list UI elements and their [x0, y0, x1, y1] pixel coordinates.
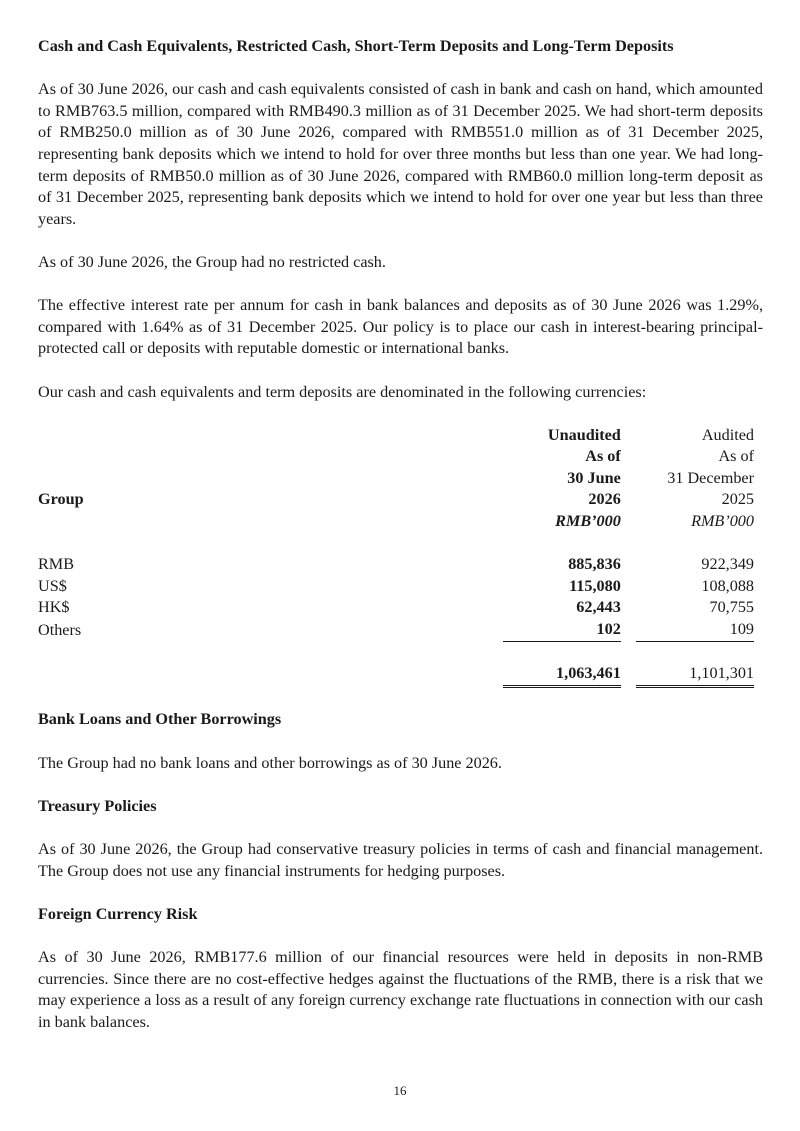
- col-b-header-1: Audited: [701, 425, 754, 444]
- row-value-a: 885,836: [568, 555, 621, 574]
- col-b-header-4: 2025: [721, 490, 754, 509]
- row-value-a: 115,080: [569, 576, 621, 595]
- currency-table: [38, 425, 754, 688]
- row-label: RMB: [38, 555, 74, 574]
- section-heading-cash: Cash and Cash Equivalents, Restricted Cash, Short-Term Deposits and Long-Term Deposits: [38, 37, 674, 55]
- col-b-header-3: 31 December: [667, 468, 754, 487]
- table-row: [38, 597, 754, 619]
- page-number: 16: [393, 1083, 407, 1098]
- row-value-b: 70,755: [709, 598, 754, 617]
- paragraph-treasury: As of 30 June 2026, the Group had conservative treasury policies in terms of cash and financial management. The Group does not use any financial instruments for hedging purposes.: [38, 839, 763, 880]
- row-label: HK$: [38, 598, 70, 617]
- col-b-unit: RMB’000: [691, 512, 754, 531]
- document-page: [38, 36, 763, 1033]
- row-value-b: 109: [636, 619, 754, 641]
- col-a-header-1: Unaudited: [547, 425, 621, 444]
- total-value-b: 1,101,301: [636, 663, 754, 686]
- paragraph-restricted-cash: As of 30 June 2026, the Group had no restricted cash.: [38, 252, 386, 271]
- section-heading-treasury: Treasury Policies: [38, 796, 157, 815]
- row-value-b: 922,349: [701, 555, 754, 574]
- col-a-header-2: As of: [585, 447, 621, 466]
- paragraph-cash-equivalents: As of 30 June 2026, our cash and cash equivalents consisted of cash in bank and cash on hand, which amounted to RMB763.5 million, compared with RMB490.3 million as of 31 December 2025. We had short-term deposits of RMB250.0 million as of 30 June 2026, compared with RMB551.0 million as of 31 December 2025, representing bank deposits which we intend to hold for over three months but less than one year. We had long-term deposits of RMB50.0 million as of 30 June 2026, compared with RMB60.0 million long-term deposit as of 31 December 2025, representing bank deposits which we intend to hold for over one year but less than three years.: [38, 80, 763, 228]
- table-row: [38, 619, 754, 641]
- col-a-header-4: 2026: [588, 490, 621, 509]
- total-value-a: 1,063,461: [503, 663, 621, 686]
- row-label: Others: [38, 620, 82, 639]
- paragraph-interest-rate: The effective interest rate per annum for cash in bank balances and deposits as of 30 June 2026 was 1.29%, compared with 1.64% as of 31 December 2025. Our policy is to place our cash in interest-bearing principal-protected call or deposits with reputable domestic or international banks.: [38, 296, 763, 358]
- row-value-a: 62,443: [576, 598, 621, 617]
- row-value-b: 108,088: [701, 576, 754, 595]
- col-a-unit: RMB’000: [555, 512, 621, 531]
- paragraph-fx: As of 30 June 2026, RMB177.6 million of our financial resources were held in deposits in non-RMB currencies. Since there are no cost-effective hedges against the fluctuations of the RMB, there is a risk that we may experience a loss as a result of any foreign currency exchange rate fluctuations in connection with our cash in bank balances.: [38, 947, 763, 1031]
- paragraph-currencies-intro: Our cash and cash equivalents and term deposits are denominated in the following currencies:: [38, 382, 647, 401]
- table-row: [38, 576, 754, 598]
- section-heading-fx: Foreign Currency Risk: [38, 904, 198, 923]
- table-row: [38, 554, 754, 576]
- row-label: US$: [38, 576, 67, 595]
- col-a-header-3: 30 June: [567, 468, 621, 487]
- row-value-a: 102: [503, 619, 621, 641]
- table-total-row: [38, 663, 754, 686]
- table-group-label: Group: [38, 490, 84, 509]
- col-b-header-2: As of: [718, 447, 754, 466]
- paragraph-loans: The Group had no bank loans and other borrowings as of 30 June 2026.: [38, 753, 502, 772]
- section-heading-loans: Bank Loans and Other Borrowings: [38, 710, 282, 729]
